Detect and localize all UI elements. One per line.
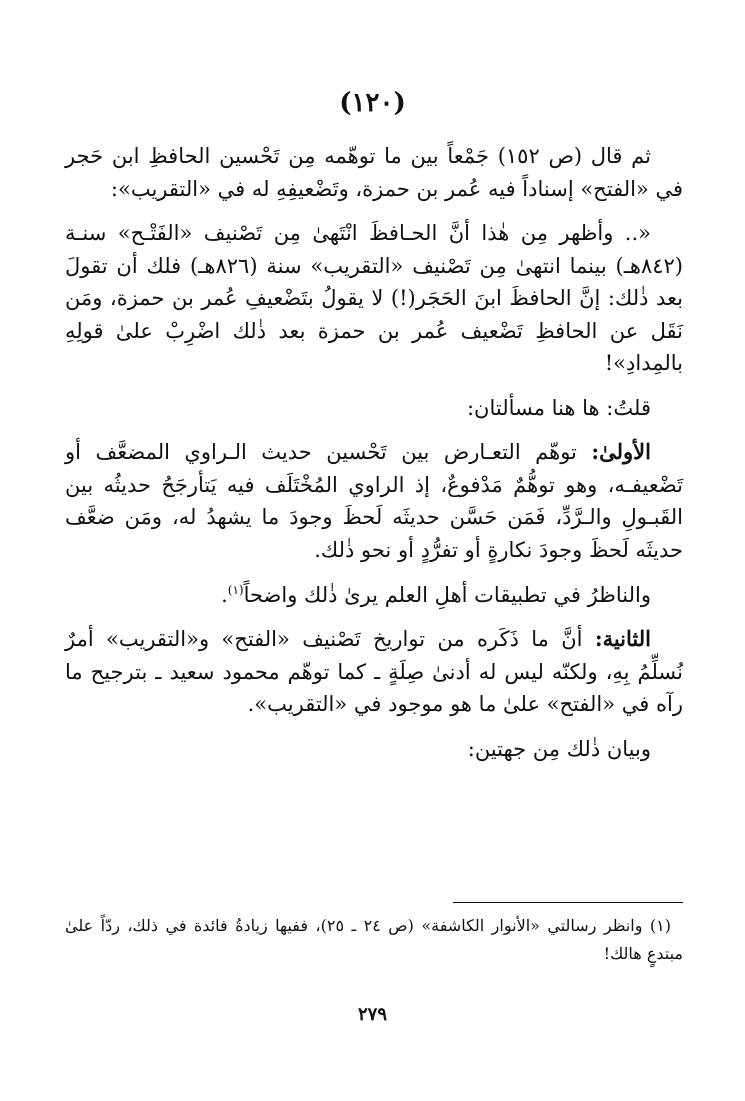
section-number: (١٢٠) [339,88,406,118]
first-issue-label: الأولىٰ: [591,439,651,465]
footnote-ref-1: (١) [227,582,244,597]
footnotes [65,912,683,968]
footnote-divider [453,902,683,903]
paragraph-2-quote: «.. وأظهر مِن هٰذا أنَّ الحـافظَ انْتَهىٰ مِن تَصْنيف «الفَتْـح» سنـة (٨٤٢هـ) بينما انتهىٰ مِن تَصْنيف «التقريب» سنة (٨٢٦هـ) فلك أن تقولَ بعد ذٰلك: إنَّ الحافظَ ابنَ الحَجَر(!) لا يقولُ بتَضْعيفِ عُمر بن حمزة، ومَن نَقَل عن الحافظِ تَضْعيف عُمر بن حمزة بعد ذٰلك اضْرِبْ علىٰ قولِهِ بالمِدادِ»! [65,221,683,376]
paragraph-4 [65,436,683,566]
paragraph-3: قلتُ: ها هنا مسألتان: [466,395,651,420]
first-issue-text: توهّم التعـارض بين تَحْسين حديث الـراوي المضعَّف أو تَضْعيفـه، وهو توهُّمٌ مَدْفوعٌ، إذ الراوي المُخْتَلَف فيه يَتأرجَحُ حديثُه بين القَبـولِ والـرَّدِّ، فَمَن حَسَّن حديثَه لَحظَ وجودَ ما يشهدُ له، ومَن ضعَّف حديثَه لَحظَ وجودَ نكارةٍ أو تفرُّدٍ أو نحو ذٰلك. [65,440,683,563]
paragraph-5-text: والناظرُ في تطبيقات أهلِ العلم يرىٰ ذٰلك واضحاً [243,582,651,607]
footnote-1: (١) وانظر رسالتي «الأنوار الكاشفة» (ص ٢٤ ـ ٢٥)، ففيها زيادةُ فائدة في ذلك، ردّاً علىٰ مبتدعٍ هالك! [65,916,683,963]
second-issue-label: الثانية: [594,626,651,652]
second-issue-text: أنَّ ما ذَكَره من تواريخ تَصْنيف «الفتح» و«التقريب» أمرٌ نُسلِّمُ بِهِ، ولكنّه ليس له أدنىٰ صِلَةٍ ـ كما توهّم محمود سعيد ـ بترجيح ما رآه في «الفتح» علىٰ ما هو موجود في «التقريب». [65,627,683,717]
paragraph-1: ثم قال (ص ١٥٢) جَمْعاً بين ما توهّمه مِن تَحْسين الحافظِ ابن حَجر في «الفتح» إسناداً فيه عُمر بن حمزة، وتَضْعيفِهِ له في «التقريب»: [65,144,683,201]
paragraph-5-end: . [221,582,228,607]
main-text [65,140,683,777]
paragraph-7: وبيان ذٰلك مِن جهتين: [467,736,651,761]
page-number: ٢٧٩ [357,1004,387,1025]
paragraph-6 [65,623,683,721]
paragraph-5 [65,579,683,612]
